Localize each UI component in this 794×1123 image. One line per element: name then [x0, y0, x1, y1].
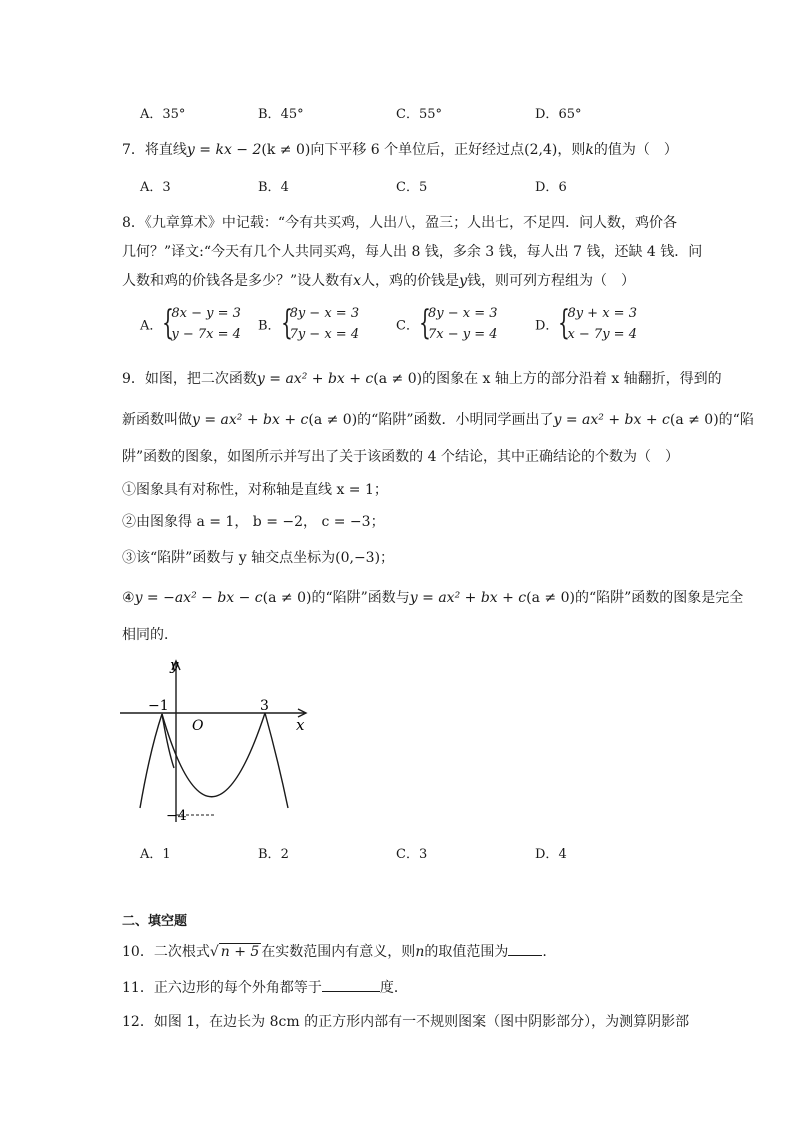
conclusion-4-cont: 相同的． [122, 627, 178, 643]
x-axis-label: x [296, 716, 305, 734]
question-9-line-3: 阱”函数的图象，如图所示并写出了关于该函数的 4 个结论，其中正确结论的个数为（ ） [122, 449, 679, 465]
conclusion-4: ④y = −ax² − bx − c(a ≠ 0)的“陷阱”函数与y = ax² + bx + c(a ≠ 0)的“陷阱”函数的图象是完全 [122, 590, 744, 606]
question-8-line-2: 几何？”译文:“今天有几个人共同买鸡，每人出 8 钱，多余 3 钱，每人出 7 钱，还缺 4 钱．问 [122, 244, 703, 260]
trap-function-graph [110, 650, 320, 830]
question-10: 10．二次根式√ n + 5 在实数范围内有意义，则n的取值范围为 . [122, 941, 547, 961]
section-heading: 二、填空题 [122, 914, 188, 929]
q9-option-c: C．3 [396, 847, 428, 862]
question-8-line-1: 8．《九章算术》中记载：“今有共买鸡，人出八，盈三；人出七，不足四．问人数，鸡价各 [122, 215, 678, 231]
middle-branch [162, 713, 265, 797]
tick-label-neg-1: −1 [148, 698, 169, 714]
conclusion-1: ①图象具有对称性，对称轴是直线 x = 1； [122, 482, 388, 498]
q11-answer-blank[interactable] [322, 977, 380, 992]
y-axis-label: y [170, 656, 179, 674]
q6-option-b: B．45° [258, 107, 304, 122]
question-9-line-2: 新函数叫做y = ax² + bx + c(a ≠ 0)的“陷阱”函数．小明同学画出了y = ax² + bx + c(a ≠ 0)的“陷 [122, 412, 754, 428]
q9-option-b: B．2 [258, 847, 289, 862]
question-12-line-1: 12．如图 1，在边长为 8cm 的正方形内部有一不规则图案（图中阴影部分），为测算阴影部 [122, 1014, 690, 1030]
q8-option-d: D． { 8y + x = 3 x − 7y = 4 [535, 303, 637, 343]
q7-option-b: B．4 [258, 180, 289, 195]
q8-option-c: C． { 8y − x = 3 7x − y = 4 [396, 303, 498, 343]
q6-option-a: A．35° [140, 107, 186, 122]
origin-label: O [192, 718, 204, 734]
question-7-stem: 7．将直线y = kx − 2(k ≠ 0)向下平移 6 个单位后，正好经过点(2,4)，则k的值为（ ） [122, 142, 678, 158]
tick-label-3: 3 [260, 698, 269, 714]
q6-option-c: C．55° [396, 107, 442, 122]
q7-option-a: A．3 [140, 180, 171, 195]
q9-option-a: A．1 [140, 847, 171, 862]
right-branch [265, 713, 288, 808]
question-8-line-3: 人数和鸡的价钱各是多少？”设人数有x人，鸡的价钱是y钱，则可列方程组为（ ） [122, 273, 635, 289]
conclusion-2: ②由图象得 a = 1， b = −2， c = −3； [122, 514, 385, 530]
question-9-line-1: 9．如图，把二次函数y = ax² + bx + c(a ≠ 0)的图象在 x 轴上方的部分沿着 x 轴翻折，得到的 [122, 371, 722, 387]
q6-option-d: D．65° [535, 107, 582, 122]
q9-option-d: D．4 [535, 847, 567, 862]
q7-option-c: C．5 [396, 180, 428, 195]
q10-answer-blank[interactable] [508, 941, 542, 956]
q8-option-a: A． { 8x − y = 3 y − 7x = 4 [140, 303, 241, 343]
question-11: 11．正六边形的每个外角都等于 度． [122, 977, 408, 997]
q8-option-b: B． { 8y − x = 3 7y − x = 4 [258, 303, 360, 343]
q7-option-d: D．6 [535, 180, 567, 195]
conclusion-3: ③该“陷阱”函数与 y 轴交点坐标为(0,−3)； [122, 550, 395, 566]
tick-label-neg-4: −4 [166, 808, 187, 824]
left-branch [140, 714, 174, 808]
